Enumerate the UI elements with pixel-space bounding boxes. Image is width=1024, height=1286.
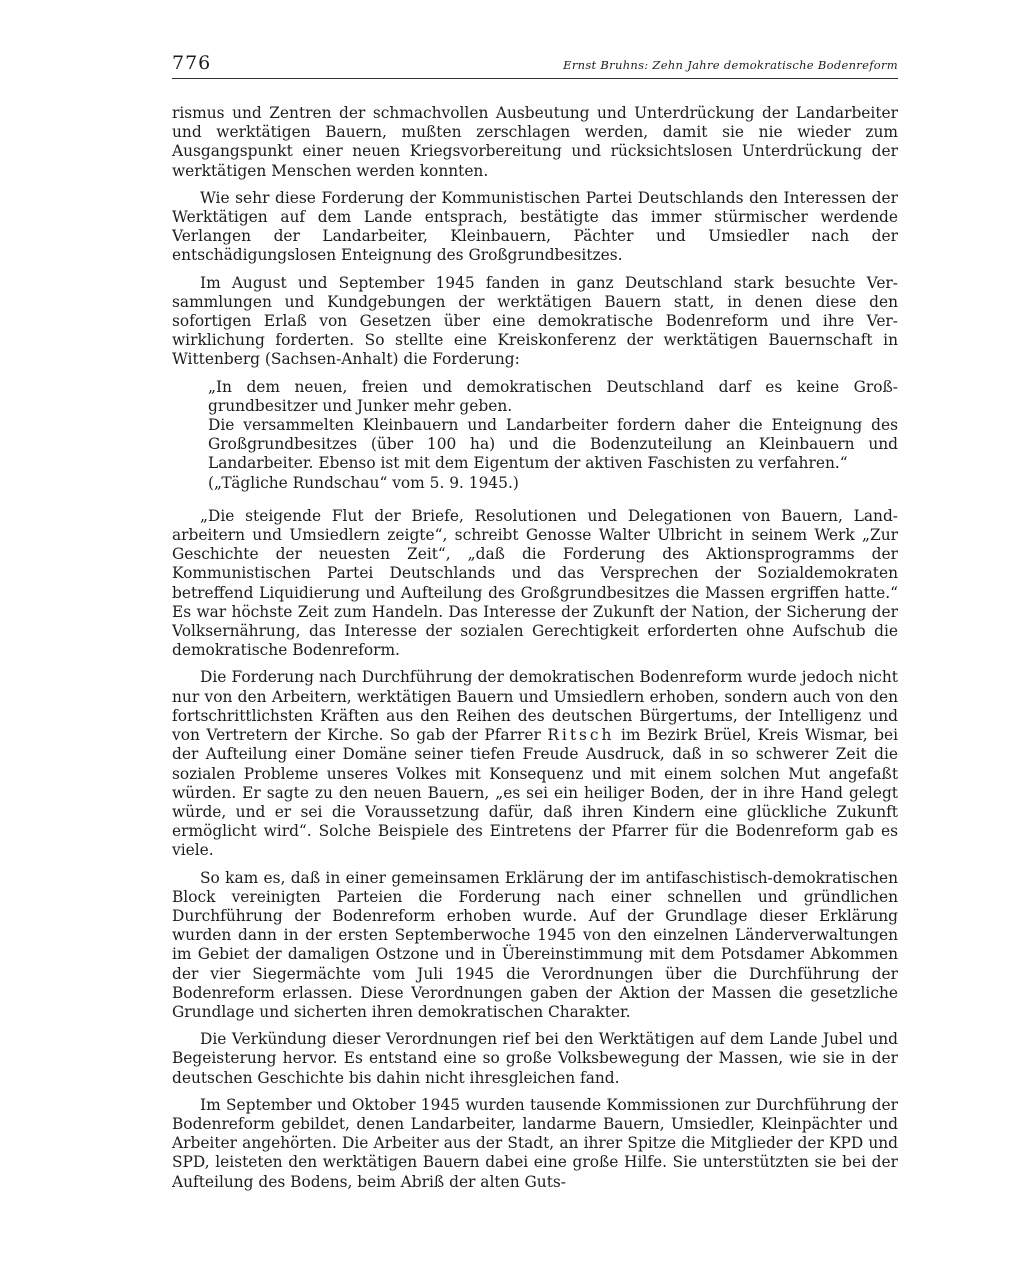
person-name: Ritsch [547,726,615,745]
paragraph: „Die steigende Flut der Briefe, Resolutionen und Delegationen von Bauern, Landarbeitern und Umsiedlern zeigte“, schreibt Genosse Walter Ulbricht in seinem Werk „Zur Geschichte der neuesten Zeit“, „daß die Forderung des Aktionsprogramms der Kommunistischen Partei Deutschlands und das Versprechen der Sozialdemokraten betreffend Liquidierung und Aufteilung des Großgrundbesitzes die Massen ergriffen hatte.“ Es war höchste Zeit zum Handeln. Das Interesse der Zukunft der Nation, der Sicherung der Volksernährung, das Interesse der sozialen Gerechtigkeit erforderten ohne Aufschub die demokratische Bodenreform. [172,506,898,660]
paragraph [172,668,898,860]
paragraph: Im September und Oktober 1945 wurden tausende Kommissionen zur Durchführung der Bodenreform gebildet, denen Landarbeiter, landarme Bauern, Umsiedler, Kleinpächter und Arbeiter angehörten. Die Arbeiter aus der Stadt, an ihrer Spitze die Mitglieder der KPD und SPD, leisteten den werktätigen Bauern dabei eine große Hilfe. Sie unterstützten sie bei der Aufteilung des Bodens, beim Abriß der alten Guts- [172,1095,898,1191]
paragraph-text: im Bezirk Brüel, Kreis Wismar, bei der Aufteilung einer Domäne seiner tiefen Freude Ausdruck, daß in so schwerer Zeit die sozialen Probleme unseres Volkes mit Konsequenz und mit einem solchen Mut angefaßt würden. Er sagte zu den neuen Bauern, „es sei ein heiliger Boden, der in ihre Hand gelegt würde, und er sei die Voraussetzung dafür, daß ihren Kindern eine glückliche Zukunft ermöglicht wird“. Solche Beispiele des Eintretens der Pfarrer für die Bodenreform gab es viele. [172,726,898,860]
paragraph-text: Die Forderung nach Durchführung der demokratischen Bodenreform wurde jedoch nicht nur von den Arbeitern, werktätigen Bauern und Umsiedlern erhoben, sondern auch von den fortschrittlichsten Kräften aus den Reihen des deutschen Bürgertums, der Intelligenz und von Vertretern der Kirche. So gab der Pfarrer [172,668,898,745]
quote-line: Die versammelten Kleinbauern und Landarbeiter fordern daher die Enteignung des Großgrundbesitzes (über 100 ha) und die Bodenzuteilung an Kleinbauern und Landarbeiter. Ebenso ist mit dem Eigentum der aktiven Faschisten zu verfahren.“ [208,416,898,473]
paragraph: Im August und September 1945 fanden in ganz Deutschland stark besuchte Versammlungen und Kundgebungen der werktätigen Bauern statt, in denen diese den sofortigen Erlaß von Gesetzen über eine demokratische Bodenreform und ihre Verwirklichung forderten. So stellte eine Kreiskonferenz der werktätigen Bauernschaft in Wittenberg (Sachsen-Anhalt) die Forderung: [172,273,898,369]
paragraph: Die Verkündung dieser Verordnungen rief bei den Werktätigen auf dem Lande Jubel und Begeisterung hervor. Es entstand eine so große Volksbewegung der Massen, wie sie in der deutschen Geschichte bis dahin nicht ihresgleichen fand. [172,1030,898,1087]
page-body [172,104,898,1200]
page-number: 776 [172,52,212,74]
quote-source: („Tägliche Rundschau“ vom 5. 9. 1945.) [208,473,519,492]
paragraph: So kam es, daß in einer gemeinsamen Erklärung der im antifaschistisch-demokratischen Block vereinigten Parteien die Forderung nach einer schnellen und gründlichen Durchführung der Bodenreform erhoben wurde. Auf der Grundlage dieser Erklärung wurden dann in der ersten Septemberwoche 1945 von den einzelnen Länderverwaltungen im Gebiet der damaligen Ostzone und in Übereinstimmung mit dem Potsdamer Abkommen der vier Siegermächte vom Juli 1945 die Verordnungen über die Durchführung der Bodenreform erlassen. Diese Verordnungen gaben der Aktion der Massen die gesetzliche Grundlage und sicherten ihren demokratischen Charakter. [172,868,898,1021]
page-header [172,52,898,79]
paragraph: Wie sehr diese Forderung der Kommunistischen Partei Deutschlands den Interessen der Werktätigen auf dem Lande entsprach, bestätigte das immer stürmischer werdende Verlangen der Landarbeiter, Kleinbauern, Pächter und Umsiedler nach der entschädigungslosen Enteignung des Großgrundbesitzes. [172,188,898,265]
running-title: Ernst Bruhns: Zehn Jahre demokratische Bodenreform [563,58,898,72]
block-quote [208,378,898,493]
quote-line: „In dem neuen, freien und demokratischen Deutschland darf es keine Großgrundbesitzer und Junker mehr geben. [208,377,898,415]
paragraph: rismus und Zentren der schmachvollen Ausbeutung und Unterdrückung der Landarbeiter und werktätigen Bauern, mußten zerschlagen werden, damit sie nie wieder zum Ausgangspunkt einer neuen Kriegsvorbereitung und rücksichtslosen Unterdrückung der werktätigen Menschen werden konnten. [172,104,898,180]
